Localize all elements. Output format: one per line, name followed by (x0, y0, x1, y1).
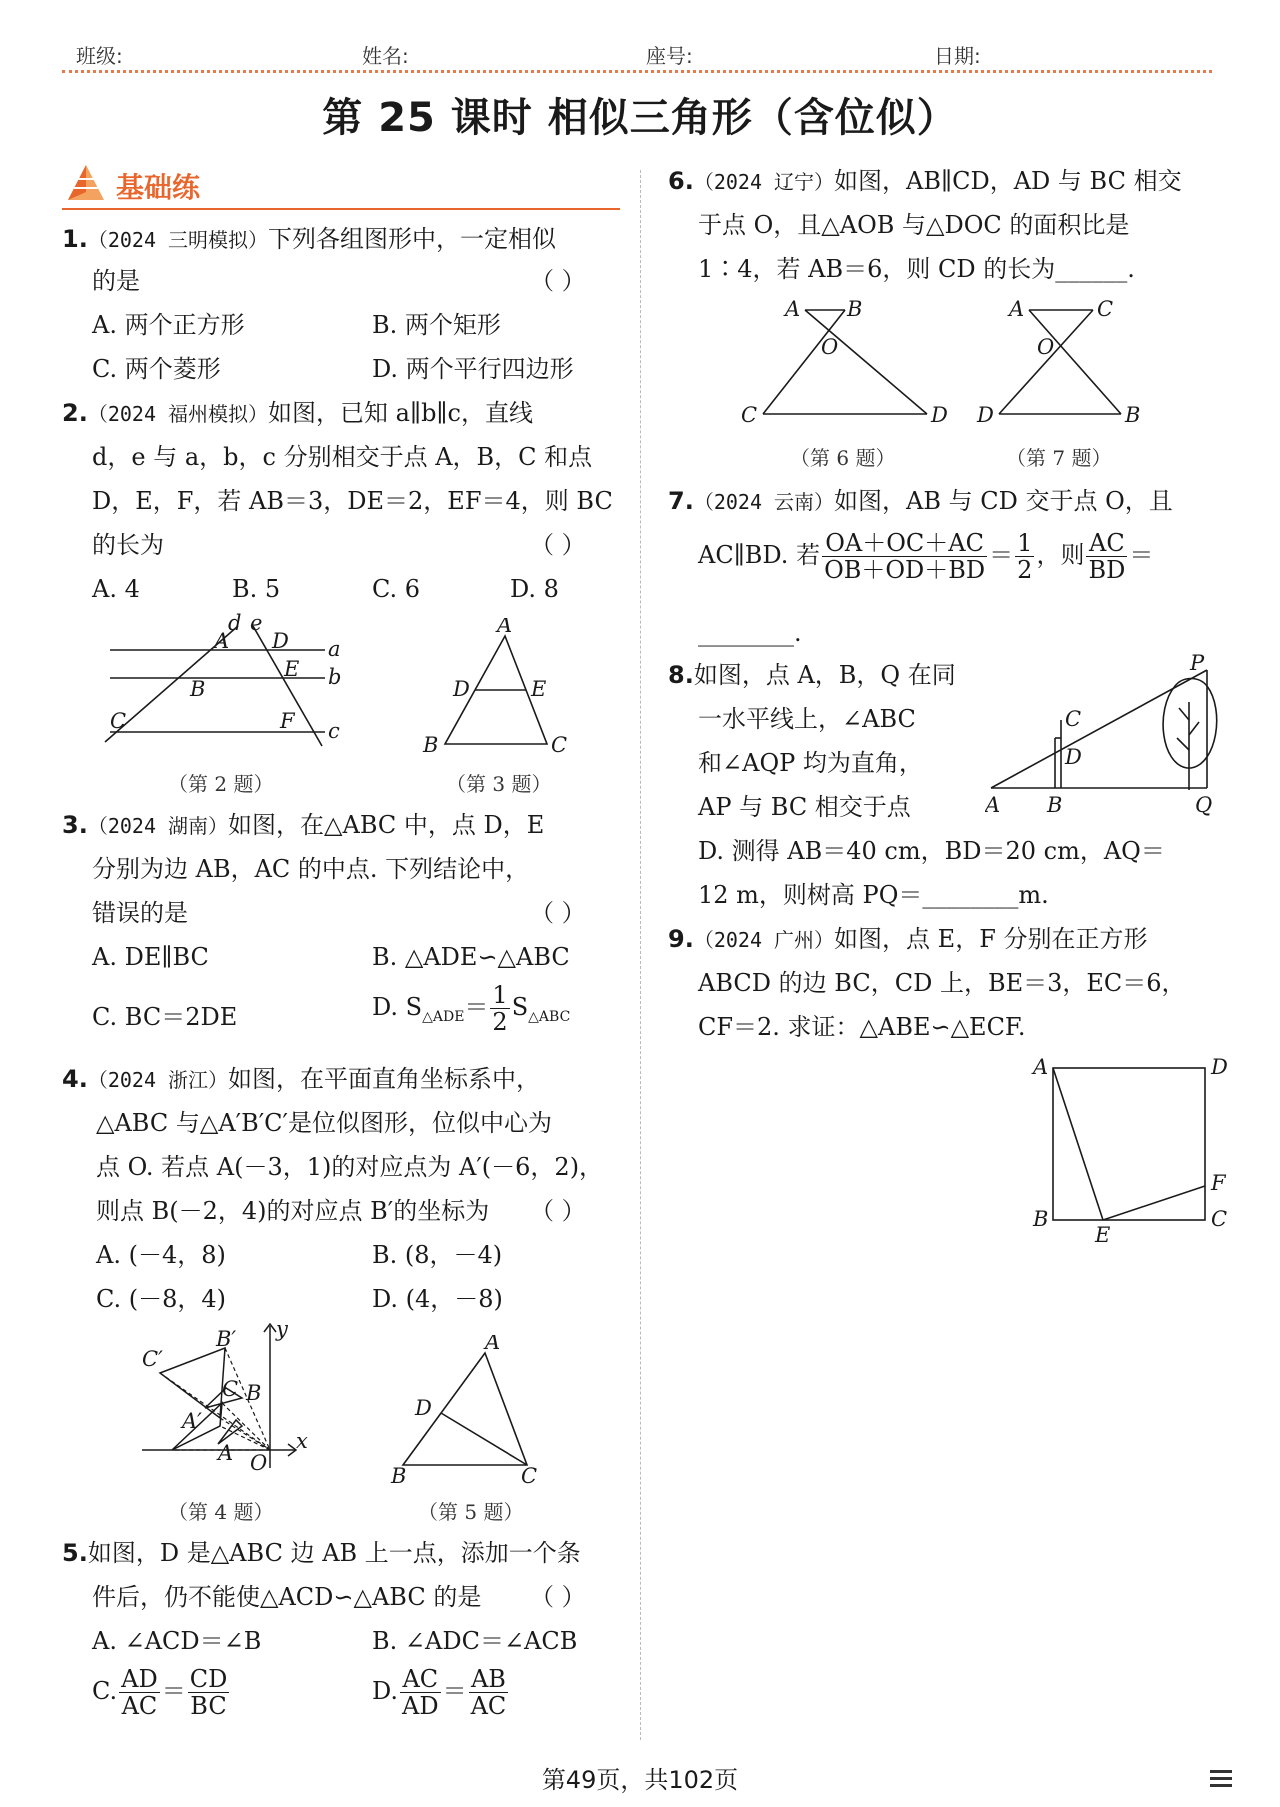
q4-option-b: B. (8，－4) (372, 1241, 503, 1269)
page-title: 第 25 课时 相似三角形（含位似） (322, 95, 958, 141)
q2-line4: 的长为 (92, 531, 164, 559)
pyramid-icon (64, 162, 108, 204)
fig4-label-C: C (222, 1377, 239, 1401)
fig7-label-D: D (977, 403, 994, 427)
q7-line1: 7.（2024 云南）如图，AB 与 CD 交于点 O，且 (668, 487, 1173, 515)
section-rule (62, 208, 620, 210)
figure-6-caption: （第 6 题） (790, 446, 896, 470)
q2-line2: d，e 与 a，b，c 分别相交于点 A，B，C 和点 (92, 443, 593, 471)
fig4-label-B-prime: B′ (216, 1327, 237, 1351)
fig4-label-A-prime: A′ (182, 1409, 202, 1433)
q2-line1: 2.（2024 福州模拟）如图，已知 a∥b∥c，直线 (62, 399, 533, 427)
q6-line3: 1∶4，若 AB＝6，则 CD 的长为______. (698, 255, 1135, 283)
fig4-label-y: y (276, 1318, 288, 1341)
fig2-label-c: c (328, 719, 340, 743)
fig4-label-C-prime: C′ (142, 1347, 163, 1371)
q3-line2: 分别为边 AB，AC 的中点. 下列结论中， (92, 855, 530, 883)
fig3-label-A: A (497, 618, 513, 637)
q8-line4: AP 与 BC 相交于点 (698, 793, 911, 821)
seat-label: 座号: (646, 44, 693, 68)
q3-option-c: C. BC＝2DE (92, 1003, 238, 1031)
fig2-label-B: B (190, 677, 206, 701)
fig7-label-C: C (1097, 297, 1114, 321)
q8-line1: 8.如图，点 A，B，Q 在同 (668, 661, 956, 689)
fig8-label-B: B (1047, 793, 1063, 817)
q4-line2: △ABC 与△A′B′C′是位似图形，位似中心为 (96, 1109, 552, 1137)
q8-line3: 和∠AQP 均为直角， (698, 749, 923, 777)
q1-line2: 的是 (92, 267, 140, 295)
q5-option-d: D. $\frac{AC}{AD}$ ＝ $\frac{AB}{AC}$ (372, 1665, 507, 1720)
figure-8 (985, 650, 1230, 820)
q5-line1: 5.如图，D 是△ABC 边 AB 上一点，添加一个条 (62, 1539, 581, 1567)
q9-line3: CF＝2. 求证：△ABE∽△ECF. (698, 1013, 1026, 1041)
q2-answer-paren: （ ） (530, 531, 586, 559)
fig5-label-D: D (415, 1396, 432, 1420)
fig9-label-B: B (1033, 1207, 1049, 1231)
q5-line2: 件后，仍不能使△ACD∽△ABC 的是 (92, 1583, 482, 1611)
fig8-label-P: P (1190, 651, 1205, 675)
fig8-label-A: A (985, 793, 1001, 817)
q4-option-d: D. (4，－8) (372, 1285, 503, 1313)
q1-option-c: C. 两个菱形 (92, 355, 221, 383)
q6-line1: 6.（2024 辽宁）如图，AB∥CD，AD 与 BC 相交 (668, 167, 1182, 195)
q1-line1: 1.（2024 三明模拟）下列各组图形中，一定相似 (62, 225, 557, 253)
fig2-label-C: C (110, 709, 127, 733)
q2-option-b: B. 5 (232, 575, 281, 603)
section-header (62, 160, 622, 210)
fig8-label-D: D (1065, 745, 1082, 769)
fig7-label-B: B (1125, 403, 1141, 427)
fig9-label-D: D (1211, 1055, 1228, 1079)
q2-option-a: A. 4 (92, 575, 140, 603)
fig5-label-C: C (521, 1464, 538, 1485)
q3-option-b: B. △ADE∽△ABC (372, 943, 570, 971)
fig3-label-E: E (531, 677, 547, 701)
fig4-label-B: B (246, 1381, 262, 1405)
figure-5-caption: （第 5 题） (418, 1500, 524, 1524)
fig2-label-b: b (328, 665, 342, 689)
name-label: 姓名: (362, 44, 409, 68)
figure-2 (100, 612, 350, 752)
fig2-label-e: e (250, 612, 263, 635)
q7-line3: ________. (698, 619, 802, 647)
fig9-label-E: E (1095, 1223, 1111, 1247)
fig2-label-A: A (214, 629, 230, 653)
fig3-label-B: B (423, 733, 439, 757)
q4-option-c: C. (－8，4) (96, 1285, 227, 1313)
section-label: 基础练 (116, 171, 201, 204)
fig4-label-A: A (218, 1441, 234, 1465)
q2-option-d: D. 8 (510, 575, 559, 603)
q2-option-c: C. 6 (372, 575, 421, 603)
q1-option-a: A. 两个正方形 (92, 311, 245, 339)
q8-line5: D. 测得 AB＝40 cm，BD＝20 cm，AQ＝ (698, 837, 1165, 865)
figure-3-caption: （第 3 题） (446, 772, 552, 796)
q4-line1: 4.（2024 浙江）如图，在平面直角坐标系中， (62, 1065, 541, 1093)
figure-9 (1025, 1050, 1240, 1250)
q4-line4: 则点 B(－2，4)的对应点 B′的坐标为 (96, 1197, 490, 1225)
fig6-label-C: C (741, 403, 758, 427)
q5-option-a: A. ∠ACD＝∠B (92, 1627, 262, 1655)
q6-line2: 于点 O，且△AOB 与△DOC 的面积比是 (698, 211, 1130, 239)
fig6-label-B: B (847, 297, 863, 321)
figure-3 (415, 618, 585, 758)
fig2-label-E: E (284, 657, 300, 681)
figure-7 (975, 292, 1155, 432)
column-divider (640, 170, 641, 1740)
q1-option-b: B. 两个矩形 (372, 311, 501, 339)
fig8-label-Q: Q (1195, 793, 1213, 817)
page-counter: 第49页，共102页 (541, 1766, 739, 1794)
fig3-label-D: D (453, 677, 470, 701)
figure-6 (735, 292, 955, 432)
q8-line2: 一水平线上，∠ABC (698, 705, 916, 733)
q3-option-a: A. DE∥BC (92, 943, 209, 971)
fig4-label-x: x (296, 1429, 308, 1453)
figure-7-caption: （第 7 题） (1006, 446, 1112, 470)
q3-option-d: D. $S_{\triangle ADE}=$ $\frac{1}{2}$ $S_{\triangle ABC}$ (372, 981, 571, 1036)
q1-option-d: D. 两个平行四边形 (372, 355, 574, 383)
figure-4-caption: （第 4 题） (168, 1500, 274, 1524)
q7-line2: AC∥BD. 若 $\frac{OA+OC+AC}{OB+OD+BD}$ ＝ $\frac{1}{2}$ ，则 $\frac{AC}{BD}$ ＝ (698, 529, 1154, 584)
figure-4 (130, 1318, 320, 1478)
q5-option-b: B. ∠ADC＝∠ACB (372, 1627, 578, 1655)
fig6-label-O: O (821, 335, 839, 359)
fig2-label-a: a (328, 637, 341, 661)
q3-line3: 错误的是 (92, 899, 188, 927)
q4-answer-paren: （ ） (530, 1197, 586, 1225)
q5-option-c: C. $\frac{AD}{AC}$ ＝ $\frac{CD}{BC}$ (92, 1665, 228, 1720)
fig7-label-A: A (1009, 297, 1025, 321)
q1-answer-paren: （ ） (530, 267, 586, 295)
menu-icon[interactable] (1210, 1770, 1232, 1791)
fig7-label-O: O (1037, 335, 1055, 359)
q3-answer-paren: （ ） (530, 899, 586, 927)
fig9-label-F: F (1211, 1171, 1226, 1195)
fig2-label-D: D (272, 629, 289, 653)
q4-line3: 点 O. 若点 A(－3，1)的对应点为 A′(－6，2)， (96, 1153, 604, 1181)
q8-line6: 12 m，则树高 PQ＝________m. (698, 881, 1049, 909)
fig2-label-d: d (228, 612, 242, 635)
fig9-label-A: A (1033, 1055, 1049, 1079)
fig8-label-C: C (1065, 707, 1082, 731)
fig9-label-C: C (1211, 1207, 1228, 1231)
date-label: 日期: (934, 44, 981, 68)
q5-answer-paren: （ ） (530, 1583, 586, 1611)
q9-line2: ABCD 的边 BC，CD 上，BE＝3，EC＝6， (698, 969, 1186, 997)
fig5-label-A: A (485, 1335, 501, 1354)
figure-5 (385, 1335, 555, 1485)
q2-line3: D，E，F，若 AB＝3，DE＝2，EF＝4，则 BC (92, 487, 613, 515)
fig6-label-A: A (785, 297, 801, 321)
figure-2-caption: （第 2 题） (168, 772, 274, 796)
fig6-label-D: D (931, 403, 948, 427)
q3-line1: 3.（2024 湖南）如图，在△ABC 中，点 D，E (62, 811, 545, 839)
q9-line1: 9.（2024 广州）如图，点 E，F 分别在正方形 (668, 925, 1148, 953)
header-divider (62, 70, 1212, 73)
q4-option-a: A. (－4，8) (96, 1241, 226, 1269)
fig2-label-F: F (280, 709, 295, 733)
fig5-label-B: B (391, 1464, 407, 1485)
fig4-label-O: O (250, 1451, 268, 1475)
class-label: 班级: (76, 44, 123, 68)
fig3-label-C: C (551, 733, 568, 757)
